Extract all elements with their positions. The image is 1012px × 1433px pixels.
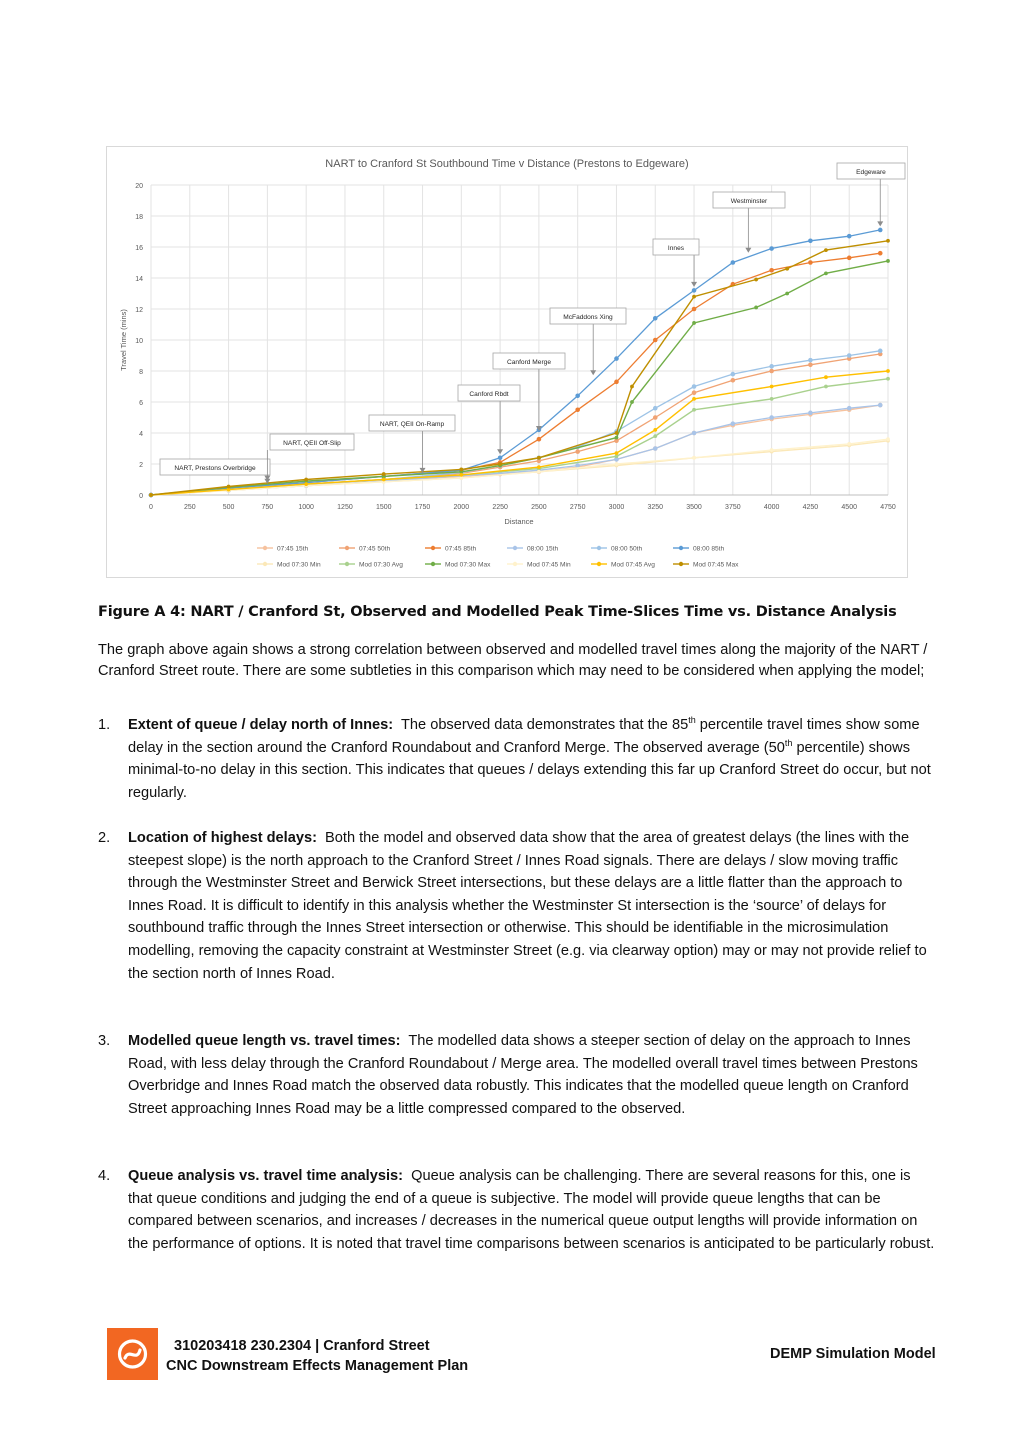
data-point xyxy=(824,248,828,252)
legend-label: 08:00 15th xyxy=(527,545,559,553)
data-point xyxy=(653,446,658,451)
x-tick-label: 4000 xyxy=(763,504,780,511)
x-tick-label: 250 xyxy=(183,504,196,511)
y-tick-label: 0 xyxy=(139,493,143,500)
annotation-label: NART, QEII On-Ramp xyxy=(379,421,445,428)
arrow-head-icon xyxy=(691,282,697,287)
list-item-text: The modelled data shows a steeper section of delay on the approach to Innes Road, with less delay through the Cranford Roundabout / Merge area. The modelled overall travel times between Prestons Overbridge and Innes Road match the observed data robustly. This indicates that the modelled queue length on Cranford Street approaching Innes Road may be a little compressed compared to the observed. xyxy=(128,1033,918,1117)
data-point xyxy=(878,403,883,408)
data-point xyxy=(886,369,890,373)
intro-paragraph: The graph above again shows a strong correlation between observed and modelled travel times along the majority of the NART / Cranford Street route. There are some subtleties in this comparison which may need to be considered when applying the model; xyxy=(98,642,928,679)
data-point xyxy=(769,364,774,369)
legend-label: 08:00 50th xyxy=(611,545,643,553)
data-point xyxy=(769,246,774,251)
data-point xyxy=(615,436,619,440)
footer-project xyxy=(166,1336,468,1376)
data-point xyxy=(498,462,502,466)
x-tick-label: 3500 xyxy=(686,504,702,511)
data-point xyxy=(769,369,774,374)
legend-swatch-marker xyxy=(431,562,435,566)
data-point xyxy=(754,306,758,310)
data-point xyxy=(769,268,774,273)
y-axis-label: Travel Time (mins) xyxy=(119,309,128,371)
legend-label: 08:00 85th xyxy=(693,545,725,553)
list-number: 1. xyxy=(98,717,111,733)
data-point xyxy=(785,292,789,296)
data-point xyxy=(731,260,736,265)
y-tick-label: 16 xyxy=(135,245,143,252)
y-tick-label: 14 xyxy=(135,276,143,283)
list-item-title: Queue analysis vs. travel time analysis: xyxy=(128,1168,403,1184)
legend-swatch-marker xyxy=(513,562,517,566)
legend-swatch-marker xyxy=(345,562,349,566)
x-tick-label: 4250 xyxy=(802,504,819,511)
chart-frame xyxy=(106,146,908,578)
data-point xyxy=(537,437,542,442)
data-point xyxy=(824,375,828,379)
x-tick-label: 3750 xyxy=(725,504,741,511)
list-item xyxy=(98,827,938,985)
x-tick-label: 1500 xyxy=(375,504,392,511)
data-point xyxy=(149,493,153,497)
data-point xyxy=(808,411,813,416)
data-point xyxy=(575,449,580,454)
x-tick-label: 1250 xyxy=(337,504,353,511)
data-point xyxy=(692,307,697,312)
data-point xyxy=(459,468,463,472)
list-number: 3. xyxy=(98,1033,111,1049)
footer-line-2: CNC Downstream Effects Management Plan xyxy=(166,1358,469,1374)
data-point xyxy=(886,377,890,381)
data-point xyxy=(382,472,386,476)
data-point xyxy=(878,349,883,354)
legend-swatch-marker xyxy=(597,562,601,566)
data-point xyxy=(808,358,813,363)
data-point xyxy=(808,239,813,244)
stantec-swoosh-icon xyxy=(107,1328,158,1380)
data-point xyxy=(630,400,634,404)
legend-swatch-marker xyxy=(679,562,683,566)
x-tick-label: 0 xyxy=(149,504,153,511)
legend-label: Mod 07:45 Max xyxy=(693,561,739,569)
x-tick-label: 2500 xyxy=(531,504,547,511)
y-tick-label: 8 xyxy=(139,369,143,376)
list-item-title: Modelled queue length vs. travel times: xyxy=(128,1033,401,1049)
data-point xyxy=(847,406,852,411)
list-number: 4. xyxy=(98,1168,111,1184)
annotation-label: McFaddons Xing xyxy=(563,314,613,321)
data-point xyxy=(575,394,580,399)
list-item-text: Queue analysis can be challenging. There are several reasons for this, one is that queue conditions and judging the end of a queue is subjective. The model will provide queue lengths that can be compared between scenarios, and increases / decreases in the numerical queue output lengths will provide information on the performance of options. It is noted that travel time comparisons between scenarios is anticipated to be particularly robust. xyxy=(128,1168,935,1252)
y-tick-label: 4 xyxy=(139,431,143,438)
x-tick-label: 3250 xyxy=(647,504,664,511)
footer-line-1: 310203418 230.2304 | Cranford Street xyxy=(174,1338,430,1354)
y-tick-label: 6 xyxy=(139,400,143,407)
legend-label: Mod 07:30 Avg xyxy=(359,561,403,569)
y-tick-label: 10 xyxy=(135,338,143,345)
data-point xyxy=(537,465,541,469)
data-point xyxy=(614,356,619,361)
data-point xyxy=(615,431,619,435)
data-point xyxy=(770,397,774,401)
data-point xyxy=(878,228,883,233)
data-point xyxy=(653,316,658,321)
data-point xyxy=(459,473,463,477)
data-point xyxy=(498,456,503,461)
arrow-head-icon xyxy=(590,370,596,375)
data-point xyxy=(692,288,697,293)
arrow-head-icon xyxy=(745,248,751,253)
data-point xyxy=(886,239,890,243)
data-point xyxy=(692,384,697,389)
data-point xyxy=(614,380,619,385)
list-item-text: percentile travel times show some delay in the section around the Cranford Roundabout and Cranford Merge. The observed average (50 xyxy=(128,717,920,756)
data-point xyxy=(227,485,231,489)
annotation-label: Innes xyxy=(667,245,685,252)
legend-swatch-marker xyxy=(345,546,349,550)
data-point xyxy=(808,260,813,265)
annotation-label: NART, Prestons Overbridge xyxy=(174,465,256,472)
legend-swatch-marker xyxy=(431,546,435,550)
list-item-title: Location of highest delays: xyxy=(128,830,317,846)
data-point xyxy=(653,434,657,438)
annotation-label: Canford Rbdt xyxy=(469,391,509,398)
footer-title: DEMP Simulation Model xyxy=(770,1346,936,1362)
y-tick-label: 20 xyxy=(135,183,143,190)
legend-swatch-marker xyxy=(513,546,517,550)
data-point xyxy=(769,415,774,420)
data-point xyxy=(653,406,658,411)
data-point xyxy=(731,421,736,426)
data-point xyxy=(824,385,828,389)
legend-swatch-marker xyxy=(597,546,601,550)
legend-label: Mod 07:45 Min xyxy=(527,561,571,569)
x-tick-label: 2750 xyxy=(569,504,586,511)
data-point xyxy=(537,456,541,460)
data-point xyxy=(692,408,696,412)
data-point xyxy=(847,256,852,261)
legend-label: Mod 07:30 Min xyxy=(277,561,321,569)
data-point xyxy=(653,428,657,432)
legend-swatch-marker xyxy=(263,562,267,566)
legend-label: 07:45 85th xyxy=(445,545,477,553)
data-point xyxy=(847,353,852,358)
arrow-head-icon xyxy=(497,449,503,454)
annotation-label: Westminster xyxy=(730,198,768,205)
list-item-text: The observed data demonstrates that the 85 xyxy=(401,717,689,733)
data-point xyxy=(770,385,774,389)
data-point xyxy=(575,407,580,412)
x-tick-label: 500 xyxy=(222,504,235,511)
annotation-label: Edgeware xyxy=(856,169,886,176)
data-point xyxy=(304,478,308,482)
chart-title: NART to Cranford St Southbound Time v Distance (Prestons to Edgeware) xyxy=(325,158,689,170)
data-point xyxy=(824,271,828,275)
data-point xyxy=(847,234,852,239)
annotation-label: NART, QEII Off-Slip xyxy=(283,440,341,447)
superscript: th xyxy=(784,737,793,748)
x-tick-label: 2000 xyxy=(453,504,470,511)
data-point xyxy=(382,478,386,482)
data-point xyxy=(615,462,619,466)
legend-label: 07:45 50th xyxy=(359,545,391,553)
legend-swatch-marker xyxy=(263,546,267,550)
x-tick-label: 3000 xyxy=(608,504,625,511)
arrow-head-icon xyxy=(877,221,883,226)
data-point xyxy=(886,259,890,263)
data-point xyxy=(692,390,697,395)
y-tick-label: 2 xyxy=(139,462,143,469)
x-tick-label: 750 xyxy=(261,504,274,511)
superscript: th xyxy=(688,715,696,726)
data-point xyxy=(692,295,696,299)
list-item-text: Both the model and observed data show that the area of greatest delays (the lines with the steepest slope) is the north approach to the Cranford Street / Innes Road signals. There are delays / slow moving traffic through the Westminster Street and Berwick Street intersections, but these delays are a little flatter than the approach to Innes Road. It is difficult to identify in this analysis whether the Westminster St intersection is the ‘source’ of delays for southbound traffic through the Innes Street intersection or otherwise. This should be identifiable in the microsimulation modelling, removing the capacity constraint at Westminster Street (e.g. via clearway option) may or may not provide relief to the section north of Innes Road. xyxy=(128,830,927,982)
data-point xyxy=(615,451,619,455)
x-tick-label: 1000 xyxy=(298,504,314,511)
list-item xyxy=(98,714,938,804)
data-point xyxy=(537,470,541,474)
data-point xyxy=(731,378,736,383)
list-item xyxy=(98,1165,938,1255)
annotation-label: Canford Merge xyxy=(507,359,551,366)
y-tick-label: 18 xyxy=(135,214,143,221)
data-point xyxy=(886,437,890,441)
data-point xyxy=(692,321,696,325)
list-item xyxy=(98,1030,938,1120)
data-point xyxy=(692,397,696,401)
company-logo xyxy=(107,1328,158,1380)
legend-label: Mod 07:45 Avg xyxy=(611,561,655,569)
y-tick-label: 12 xyxy=(135,307,143,314)
figure-caption: Figure A 4: NART / Cranford St, Observed and Modelled Peak Time-Slices Time vs. Distance Analysis xyxy=(98,604,897,620)
data-point xyxy=(754,278,758,282)
data-point xyxy=(692,456,696,460)
x-tick-label: 4750 xyxy=(880,504,896,511)
list-item-text: percentile) shows minimal-to-no delay in this section. This indicates that queues / delays extending this far up Cranford Street do occur, but not regularly. xyxy=(128,739,931,801)
data-point xyxy=(630,385,634,389)
x-tick-label: 2250 xyxy=(492,504,508,511)
data-point xyxy=(304,482,308,486)
data-point xyxy=(731,372,736,377)
data-point xyxy=(785,267,789,271)
list-item-title: Extent of queue / delay north of Innes: xyxy=(128,717,394,733)
data-point xyxy=(653,338,658,343)
data-point xyxy=(692,431,697,436)
legend-label: Mod 07:30 Max xyxy=(445,561,491,569)
time-distance-chart xyxy=(107,147,907,577)
list-number: 2. xyxy=(98,830,111,846)
legend-label: 07:45 15th xyxy=(277,545,309,553)
x-tick-label: 4500 xyxy=(841,504,857,511)
legend-swatch-marker xyxy=(679,546,683,550)
data-point xyxy=(878,251,883,256)
data-point xyxy=(847,442,851,446)
x-axis-label: Distance xyxy=(504,517,534,526)
x-tick-label: 1750 xyxy=(414,504,431,511)
data-point xyxy=(653,415,658,420)
data-point xyxy=(770,448,774,452)
data-point xyxy=(808,363,813,368)
